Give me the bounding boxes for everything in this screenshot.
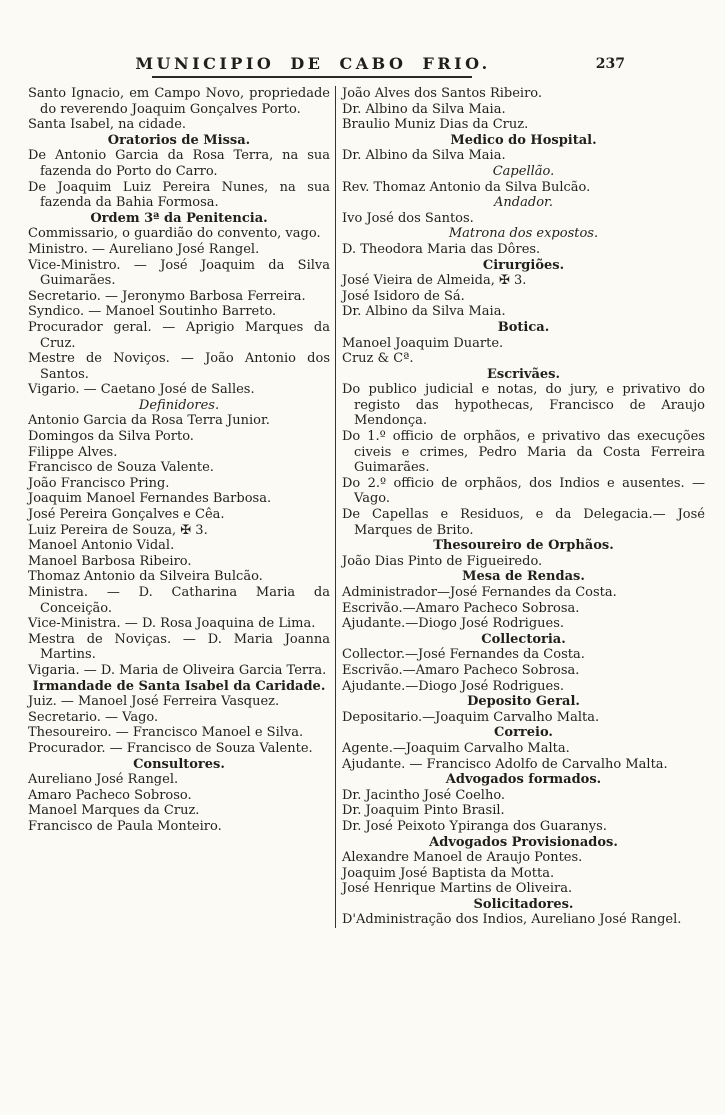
entry-text: Francisco de Paula Monteiro. [28, 818, 222, 834]
section-heading: Mesa de Rendas. [462, 569, 585, 585]
entry-text: Vigaria. — D. Maria de Oliveira Garcia Terra. [28, 662, 327, 678]
entry-text: De Capellas e Residuos, e da Delegacia.— José Marques de Brito. [342, 507, 705, 538]
section-heading: Irmandade de Santa Isabel da Caridade. [32, 678, 326, 694]
entry-text: Collector.—José Fernandes da Costa. [342, 647, 585, 663]
section-heading: Medico do Hospital. [450, 132, 597, 148]
entry-text: Vigario. — Caetano José de Salles. [28, 382, 255, 398]
entry-text: Procurador geral. — Aprigio Marques da Cruz. [28, 319, 330, 351]
page-header [0, 0, 725, 84]
entry-text: João Francisco Pring. [28, 475, 170, 491]
entry-text: Dr. Albino da Silva Maia. [342, 304, 506, 320]
entry-text: José Vieira de Almeida, ✠ 3. [342, 273, 527, 289]
entry-text: Dr. Albino da Silva Maia. [342, 148, 506, 164]
entry-text: Thesoureiro. — Francisco Manoel e Silva. [28, 725, 304, 741]
entry-text: Santa Isabel, na cidade. [28, 117, 187, 133]
section-heading: Botica. [497, 319, 550, 335]
two-column-body [0, 84, 725, 928]
section-heading: Consultores. [133, 756, 225, 772]
section-heading: Ordem 3ª da Penitencia. [90, 210, 268, 226]
entry-text: Manoel Joaquim Duarte. [342, 335, 504, 351]
entry-text: Thomaz Antonio da Silveira Bulcão. [28, 569, 263, 585]
entry-text: Mestre de Noviços. — João Antonio dos Santos. [28, 351, 330, 382]
italic-heading: Capellão. [492, 163, 555, 179]
entry-text: José Pereira Gonçalves e Cêa. [28, 507, 225, 523]
entry-text: Filippe Alves. [28, 444, 118, 460]
entry-text: Ivo José dos Santos. [342, 210, 474, 226]
entry-text: José Henrique Martins de Oliveira. [342, 881, 573, 897]
entry-text: Amaro Pacheco Sobroso. [28, 787, 192, 803]
entry-text: Santo Ignacio, em Campo Novo, propriedade do reverendo Joaquim Gonçalves Porto. [28, 86, 330, 117]
entry-text: Alexandre Manoel de Araujo Pontes. [342, 850, 583, 866]
left-column [28, 86, 330, 928]
entry-text: Antonio Garcia da Rosa Terra Junior. [28, 413, 270, 429]
entry-text: Agente.—Joaquim Carvalho Malta. [342, 740, 570, 756]
section-heading: Advogados Provisionados. [429, 834, 618, 850]
section-heading: Deposito Geral. [467, 694, 580, 710]
entry-text: Vice-Ministro. — José Joaquim da Silva Guimarães. [28, 257, 330, 289]
entry-text: Vice-Ministra. — D. Rosa Joaquina de Lima. [28, 616, 316, 632]
entry-text: Manoel Marques da Cruz. [28, 803, 200, 819]
entry-text: Ajudante. — Francisco Adolfo de Carvalho Malta. [342, 756, 668, 772]
section-heading: Solicitadores. [473, 896, 574, 912]
italic-heading: Definidores. [138, 397, 220, 413]
entry-text: Do 2.º officio de orphãos, dos Indios e ausentes. — Vago. [342, 475, 705, 507]
entry-text: Domingos da Silva Porto. [28, 429, 194, 445]
entry-text: Aureliano José Rangel. [28, 772, 179, 788]
page-number: 237 [595, 56, 625, 72]
entry-text: Manoel Antonio Vidal. [28, 538, 175, 554]
entry-text: Escrivão.—Amaro Pacheco Sobrosa. [342, 662, 580, 678]
entry-text: Francisco de Souza Valente. [28, 460, 214, 476]
entry-text: Ajudante.—Diogo José Rodrigues. [342, 678, 565, 694]
entry-text: Braulio Muniz Dias da Cruz. [342, 117, 529, 133]
entry-text: Depositario.—Joaquim Carvalho Malta. [342, 709, 600, 725]
entry-text: Syndico. — Manoel Soutinho Barreto. [28, 304, 277, 320]
entry-text: Dr. Jacintho José Coelho. [342, 787, 506, 803]
entry-text: João Alves dos Santos Ribeiro. [342, 86, 543, 101]
italic-heading: Andador. [494, 195, 553, 211]
entry-text: Procurador. — Francisco de Souza Valente. [28, 740, 313, 756]
section-heading: Oratorios de Missa. [107, 132, 251, 148]
section-heading: Collectoria. [481, 631, 566, 647]
page-title: MUNICIPIO DE CABO FRIO. [135, 54, 491, 73]
entry-text: D'Administração dos Indios, Aureliano José Rangel. [342, 912, 682, 928]
entry-text: D. Theodora Maria das Dôres. [342, 241, 541, 257]
italic-heading: Matrona dos expostos. [448, 226, 599, 242]
entry-text: João Dias Pinto de Figueiredo. [342, 553, 543, 569]
entry-text: Dr. Joaquim Pinto Brasil. [342, 803, 505, 819]
section-heading: Escrivães. [486, 366, 561, 382]
section-heading: Correio. [494, 725, 553, 741]
entry-text: Ministra. — D. Catharina Maria da Conceição. [28, 585, 330, 616]
entry-text: Mestra de Noviças. — D. Maria Joanna Martins. [28, 631, 330, 663]
entry-text: Administrador—José Fernandes da Costa. [342, 585, 617, 600]
entry-text: Ajudante.—Diogo José Rodrigues. [342, 616, 565, 632]
entry-text: Escrivão.—Amaro Pacheco Sobrosa. [342, 600, 580, 616]
entry-text: Dr. Albino da Silva Maia. [342, 101, 506, 117]
entry-text: Do publico judicial e notas, do jury, e privativo do registo das hypothecas, Francisco de Araujo Mendonça. [342, 382, 705, 429]
entry-text: Ministro. — Aureliano José Rangel. [28, 241, 260, 257]
right-column [342, 86, 705, 928]
entry-text: De Joaquim Luiz Pereira Nunes, na sua fazenda da Bahia Formosa. [28, 179, 330, 211]
entry-text: Rev. Thomaz Antonio da Silva Bulcão. [342, 179, 591, 195]
entry-text: Commissario, o guardião do convento, vago. [28, 226, 321, 242]
entry-text: Do 1.º officio de orphãos, e privativo das execuções civeis e crimes, Pedro Maria da Costa Ferreira Guimarães. [342, 429, 705, 476]
entry-text: Secretario. — Vago. [28, 709, 159, 725]
column-divider [335, 86, 336, 928]
section-heading: Advogados formados. [445, 772, 602, 788]
entry-text: De Antonio Garcia da Rosa Terra, na sua fazenda do Porto do Carro. [28, 148, 330, 179]
section-heading: Thesoureiro de Orphãos. [433, 538, 614, 554]
entry-text: Joaquim José Baptista da Motta. [342, 865, 555, 881]
entry-text: Cruz & Cª. [342, 351, 414, 367]
entry-text: Manoel Barbosa Ribeiro. [28, 553, 192, 569]
entry-text: Secretario. — Jeronymo Barbosa Ferreira. [28, 288, 306, 304]
entry-text: José Isidoro de Sá. [342, 288, 465, 304]
entry-text: Luiz Pereira de Souza, ✠ 3. [28, 522, 208, 538]
entry-text: Dr. José Peixoto Ypiranga dos Guaranys. [342, 818, 607, 834]
entry-text: Joaquim Manoel Fernandes Barbosa. [28, 491, 272, 507]
header-rule [152, 76, 472, 78]
entry-text: Juiz. — Manoel José Ferreira Vasquez. [28, 694, 280, 710]
section-heading: Cirurgiões. [482, 257, 565, 273]
